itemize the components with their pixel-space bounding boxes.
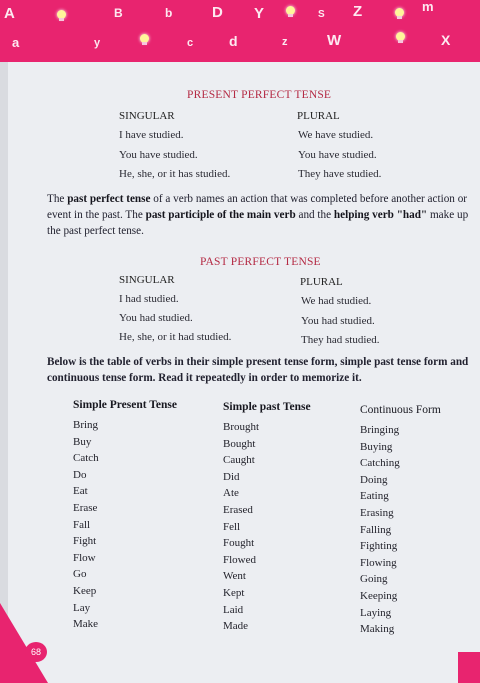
verb-cell: Catching bbox=[360, 457, 400, 470]
past-plural-line: You had studied. bbox=[301, 315, 375, 327]
verb-cell: Buy bbox=[73, 435, 92, 448]
column-header: Simple Present Tense bbox=[73, 399, 177, 411]
past-singular-line: I had studied. bbox=[119, 293, 179, 305]
banner-letter: z bbox=[282, 36, 288, 48]
verb-cell: Bring bbox=[73, 419, 99, 431]
verb-cell: Lay bbox=[73, 601, 91, 614]
header-banner bbox=[0, 0, 480, 62]
past-tense-column bbox=[223, 401, 311, 635]
verb-cell: Fought bbox=[223, 537, 255, 550]
verb-cell: Did bbox=[223, 470, 240, 483]
verb-cell: Bought bbox=[223, 437, 256, 450]
verb-cell: Catch bbox=[73, 452, 99, 465]
bulb-icon bbox=[396, 32, 405, 41]
present-plural-line: They have studied. bbox=[298, 168, 382, 180]
verb-table-intro: Below is the table of verbs in their simple present tense form, simple past tense form and continuous tense form. Read it repeatedly in order to memorize it. bbox=[47, 356, 469, 384]
bulb-icon bbox=[140, 34, 149, 43]
banner-letter: B bbox=[114, 6, 123, 20]
verb-cell: Bringing bbox=[360, 424, 400, 436]
banner-letter: d bbox=[229, 33, 238, 49]
present-perfect-title: PRESENT PERFECT TENSE bbox=[187, 89, 332, 101]
page-number: 68 bbox=[25, 642, 47, 662]
past-plural-line: They had studied. bbox=[301, 334, 380, 346]
past-plural-line: We had studied. bbox=[301, 295, 372, 307]
continuous-column bbox=[360, 404, 441, 638]
verb-cell: Ate bbox=[223, 487, 239, 500]
banner-letter: m bbox=[422, 0, 434, 14]
verb-cell: Fight bbox=[73, 535, 97, 548]
banner-letter: S bbox=[318, 9, 325, 20]
present-plural-line: We have studied. bbox=[298, 129, 374, 141]
verb-cell: Erasing bbox=[360, 506, 394, 519]
present-plural-line: You have studied. bbox=[298, 149, 377, 161]
verb-cell: Eating bbox=[360, 490, 389, 503]
verb-cell: Made bbox=[223, 620, 249, 633]
page-gutter bbox=[0, 0, 8, 683]
verb-cell: Laid bbox=[223, 603, 244, 616]
verb-cell: Buying bbox=[360, 440, 393, 453]
banner-letter: b bbox=[165, 6, 173, 20]
present-singular-label: SINGULAR bbox=[119, 110, 175, 122]
past-perfect-definition: The past perfect tense of a verb names an action that was completed before another action or event in the past. The past participle of the main verb and the helping verb "had" make up the past perfect tense. bbox=[47, 193, 469, 237]
verb-cell: Flow bbox=[73, 551, 96, 564]
verb-cell: Doing bbox=[360, 473, 388, 486]
banner-letter: X bbox=[441, 32, 451, 48]
verb-cell: Kept bbox=[223, 586, 245, 599]
banner-letter: D bbox=[212, 4, 223, 21]
banner-letter: W bbox=[327, 32, 342, 49]
banner-letter: y bbox=[94, 37, 101, 49]
past-singular-line: You had studied. bbox=[119, 312, 193, 324]
verb-cell: Keep bbox=[73, 584, 97, 597]
verb-cell: Making bbox=[360, 623, 395, 636]
verb-cell: Laying bbox=[360, 606, 392, 619]
banner-letter: Z bbox=[353, 3, 363, 20]
bulb-icon bbox=[395, 8, 404, 17]
verb-cell: Do bbox=[73, 468, 87, 481]
banner-letter: Y bbox=[254, 5, 265, 22]
past-perfect-title: PAST PERFECT TENSE bbox=[200, 256, 321, 268]
bulb-icon bbox=[286, 6, 295, 15]
verb-cell: Erased bbox=[223, 503, 253, 516]
present-singular-line: I have studied. bbox=[119, 129, 184, 141]
banner-letter: c bbox=[187, 37, 194, 49]
present-singular-line: He, she, or it has studied. bbox=[119, 168, 231, 180]
column-header: Simple past Tense bbox=[223, 401, 311, 413]
banner-letter: A bbox=[4, 5, 15, 22]
verb-cell: Falling bbox=[360, 523, 392, 536]
past-singular-label: SINGULAR bbox=[119, 274, 175, 286]
present-plural-label: PLURAL bbox=[297, 110, 340, 122]
bulb-icon bbox=[57, 10, 66, 19]
verb-cell: Caught bbox=[223, 454, 255, 467]
verb-cell: Flowed bbox=[223, 553, 256, 566]
present-tense-column bbox=[73, 399, 177, 633]
past-plural-label: PLURAL bbox=[300, 276, 343, 288]
verb-cell: Make bbox=[73, 618, 99, 631]
verb-cell: Fall bbox=[73, 518, 91, 531]
column-header: Continuous Form bbox=[360, 404, 441, 416]
verb-cell: Went bbox=[223, 570, 246, 583]
verb-cell: Flowing bbox=[360, 556, 397, 569]
present-singular-line: You have studied. bbox=[119, 149, 198, 161]
verb-cell: Erase bbox=[73, 501, 98, 514]
verb-cell: Brought bbox=[223, 421, 260, 433]
verb-cell: Eat bbox=[73, 485, 88, 498]
footer-accent-bar bbox=[458, 652, 480, 683]
verb-cell: Go bbox=[73, 568, 87, 581]
verb-cell: Going bbox=[360, 573, 388, 586]
verb-cell: Fell bbox=[223, 520, 241, 533]
past-singular-line: He, she, or it had studied. bbox=[119, 331, 232, 343]
banner-letter: a bbox=[12, 35, 20, 50]
verb-cell: Fighting bbox=[360, 540, 398, 553]
verb-cell: Keeping bbox=[360, 589, 398, 602]
